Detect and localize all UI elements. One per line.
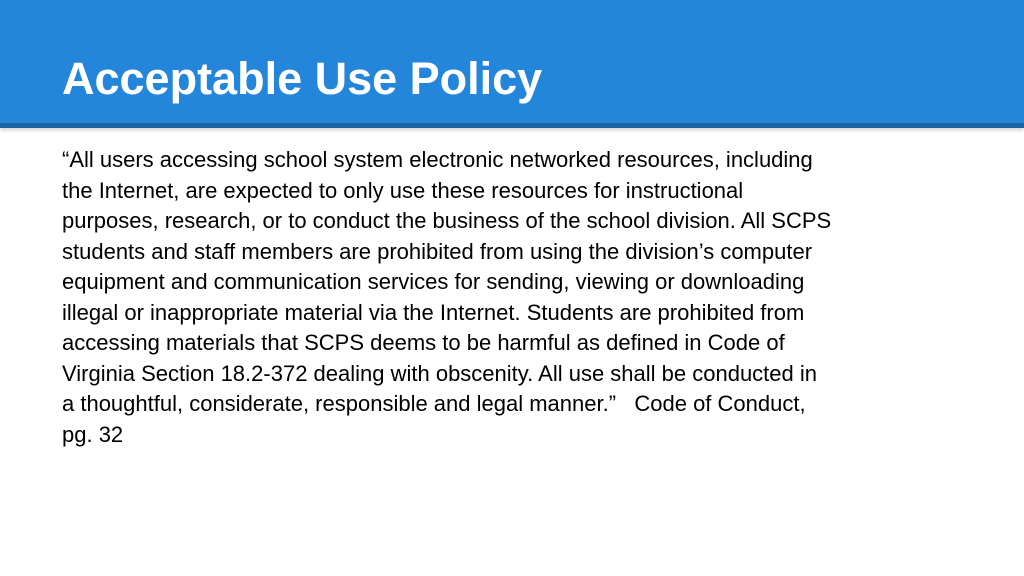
- policy-line: accessing materials that SCPS deems to be harmful as defined in Code of: [62, 330, 785, 355]
- policy-line: a thoughtful, considerate, responsible and legal manner.” Code of Conduct,: [62, 391, 806, 416]
- policy-line: pg. 32: [62, 421, 124, 447]
- title-bar: [0, 0, 1024, 128]
- policy-line: “All users accessing school system electronic networked resources, including: [62, 147, 813, 172]
- policy-line: Virginia Section 18.2-372 dealing with obscenity. All use shall be conducted in: [62, 360, 818, 386]
- policy-line: students and staff members are prohibited from using the division’s computer: [62, 238, 813, 264]
- policy-line: purposes, research, or to conduct the business of the school division. All SCPS: [62, 208, 832, 233]
- policy-line: equipment and communication services for sending, viewing or downloading: [62, 269, 805, 294]
- policy-line: the Internet, are expected to only use these resources for instructional: [62, 177, 744, 203]
- slide-title: Acceptable Use Policy: [62, 53, 543, 104]
- policy-line: illegal or inappropriate material via the Internet. Students are prohibited from: [62, 299, 805, 325]
- policy-quote: [62, 145, 962, 450]
